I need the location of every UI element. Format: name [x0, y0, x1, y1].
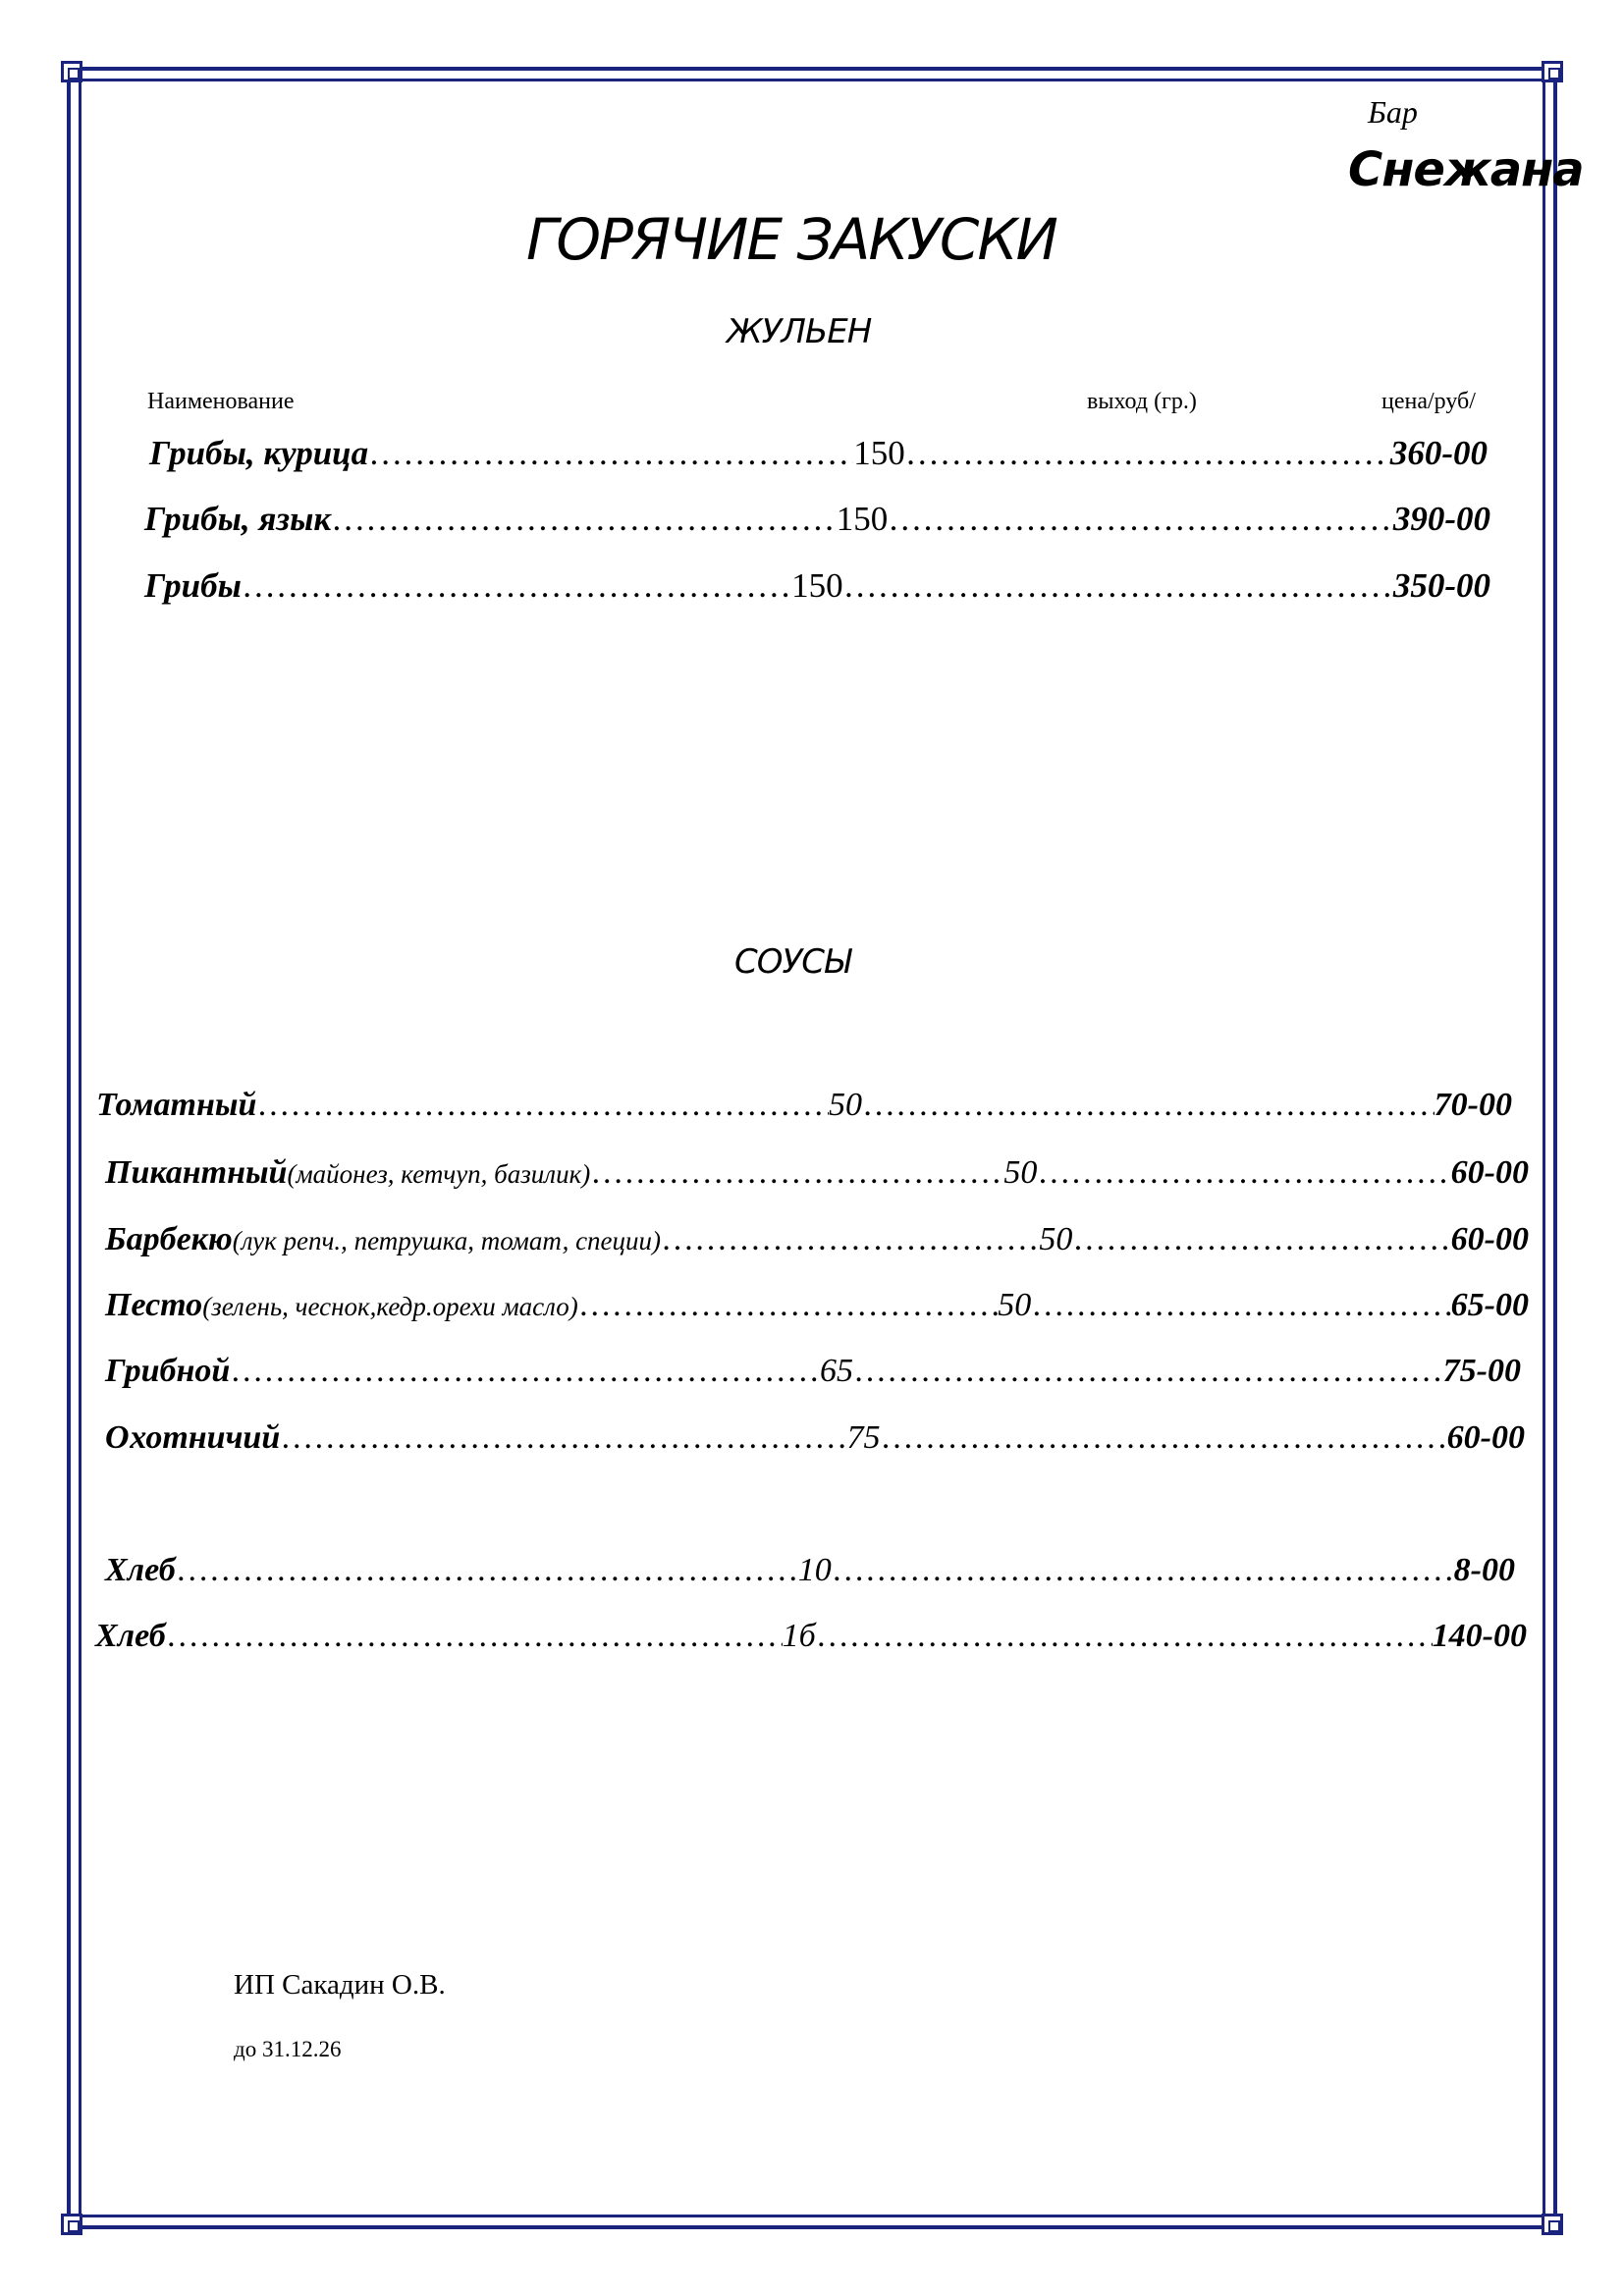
menu-item-julienne: [144, 500, 1490, 539]
item-name: Песто: [105, 1287, 203, 1323]
item-price: 60-00: [1450, 1221, 1529, 1257]
item-price: 350-00: [1392, 566, 1490, 605]
owner-name: ИП Сакадин О.В.: [234, 1969, 446, 2001]
menu-item-julienne: [144, 566, 1490, 606]
item-name: Пикантный: [105, 1154, 288, 1191]
menu-item-sauce: [105, 1221, 1529, 1258]
dot-leader: [880, 1419, 1446, 1457]
item-weight: 50: [998, 1287, 1032, 1323]
corner-ornament: [1542, 61, 1563, 82]
item-weight: 150: [853, 434, 905, 472]
item-weight: 65: [819, 1353, 853, 1389]
column-header-price: цена/руб/: [1381, 389, 1476, 414]
dot-leader: [242, 566, 791, 606]
item-price: 60-00: [1446, 1419, 1525, 1456]
item-price: 75-00: [1442, 1353, 1521, 1389]
dot-leader: [331, 500, 837, 539]
brand-name: Снежана: [1348, 142, 1584, 197]
dot-leader: [230, 1353, 820, 1390]
dot-leader: [853, 1353, 1443, 1390]
menu-item-sauce: [105, 1353, 1521, 1390]
section-heading-julienne: ЖУЛЬЕН: [727, 312, 872, 351]
corner-ornament: [61, 61, 82, 82]
item-note: (зелень, чеснок,кедр.орехи масло): [202, 1292, 578, 1321]
dot-leader: [661, 1221, 1039, 1258]
item-name: Грибы: [144, 566, 242, 605]
dot-leader: [166, 1618, 783, 1655]
item-price: 360-00: [1389, 434, 1488, 472]
item-price: 140-00: [1432, 1618, 1527, 1654]
item-weight: 150: [791, 566, 843, 605]
corner-ornament: [61, 2214, 82, 2235]
corner-ornament: [1542, 2214, 1563, 2235]
dot-leader: [832, 1552, 1454, 1589]
menu-item-bread: [105, 1552, 1515, 1589]
item-name: Грибы, курица: [149, 434, 369, 472]
item-weight: 150: [836, 500, 889, 538]
dot-leader: [862, 1087, 1435, 1124]
item-name: Грибной: [105, 1353, 231, 1389]
item-name: Барбекю: [105, 1221, 233, 1257]
item-name: Хлеб: [95, 1618, 166, 1654]
page-frame-inner: [79, 79, 1545, 2217]
menu-item-sauce: [96, 1087, 1512, 1124]
item-price: 70-00: [1434, 1087, 1512, 1123]
section-heading-sauces: СОУСЫ: [734, 942, 850, 982]
item-weight: 10: [797, 1552, 832, 1588]
menu-item-bread: [95, 1618, 1527, 1655]
column-header-name: Наименование: [147, 389, 295, 414]
valid-until: до 31.12.26: [234, 2037, 342, 2061]
item-weight: 50: [1003, 1154, 1038, 1191]
item-name: Грибы, язык: [144, 500, 332, 538]
page-title: ГОРЯЧИЕ ЗАКУСКИ: [526, 206, 1056, 273]
item-price: 8-00: [1453, 1552, 1515, 1588]
item-note: (лук репч., петрушка, томат, специи): [232, 1226, 662, 1255]
column-header-weight: выход (гр.): [1087, 389, 1197, 414]
item-name: Хлеб: [105, 1552, 176, 1588]
dot-leader: [905, 434, 1390, 473]
item-weight: 50: [1039, 1221, 1073, 1257]
item-name: Охотничий: [105, 1419, 281, 1456]
dot-leader: [816, 1618, 1433, 1655]
item-name: Томатный: [96, 1087, 257, 1123]
menu-item-sauce: [105, 1287, 1529, 1324]
menu-item-sauce: [105, 1419, 1525, 1457]
dot-leader: [590, 1154, 1003, 1192]
dot-leader: [888, 500, 1393, 539]
dot-leader: [280, 1419, 846, 1457]
item-weight: 75: [846, 1419, 881, 1456]
brand-prefix: Бар: [1368, 94, 1418, 130]
item-note: (майонез, кетчуп, базилик): [287, 1159, 591, 1189]
item-price: 65-00: [1450, 1287, 1529, 1323]
item-weight: 1б: [782, 1618, 816, 1654]
item-price: 390-00: [1392, 500, 1490, 538]
dot-leader: [256, 1087, 829, 1124]
menu-item-sauce: [105, 1154, 1529, 1192]
item-price: 60-00: [1450, 1154, 1529, 1191]
dot-leader: [1072, 1221, 1450, 1258]
dot-leader: [176, 1552, 798, 1589]
menu-item-julienne: [149, 434, 1488, 473]
dot-leader: [1031, 1287, 1450, 1324]
dot-leader: [1037, 1154, 1450, 1192]
dot-leader: [368, 434, 853, 473]
dot-leader: [843, 566, 1393, 606]
dot-leader: [578, 1287, 998, 1324]
item-weight: 50: [829, 1087, 863, 1123]
